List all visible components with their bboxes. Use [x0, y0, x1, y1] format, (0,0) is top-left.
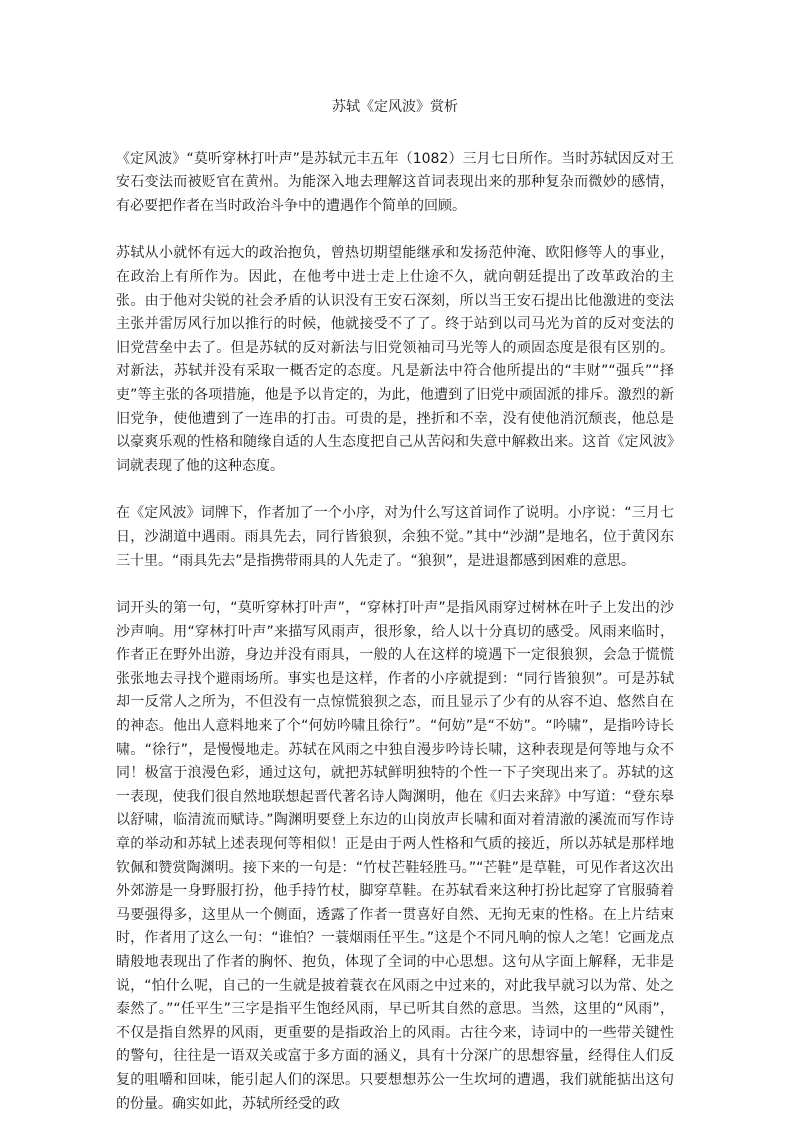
- document-title: 苏轼《定风波》赏析: [332, 99, 458, 115]
- paragraph-4: 词开头的第一句，“莫听穿林打叶声”，“穿林打叶声”是指风雨穿过树林在叶子上发出的沙沙声响。用“穿林打叶声”来描写风雨声，很形象，给人以十分真切的感受。风雨来临时，作者正在野外出游，身边并没有雨具，一般的人在这样的境遇下一定很狼狈，会急于慌慌张张地去寻找个避雨场所。事实也是这样，作者的小序就提到：“同行皆狼狈”。可是苏轼却一反常人之所为，不但没有一点惊慌狼狈之态，而且显示了少有的从容不迫、悠然自在的神态。他出人意料地来了个“何妨吟啸且徐行”。“何妨”是“不妨”。“吟啸”，是指吟诗长啸。“徐行”，是慢慢地走。苏轼在风雨之中独自漫步吟诗长啸，这种表现是何等地与众不同！极富于浪漫色彩，通过这句，就把苏轼鲜明独特的个性一下子突现出来了。苏轼的这一表现，使我们很自然地联想起晋代著名诗人陶渊明，他在《归去来辞》中写道：“登东皋以舒啸，临清流而赋诗。”陶渊明要登上东边的山岗放声长啸和面对着清澈的溪流而写作诗章的举动和苏轼上述表现何等相似！正是由于两人性格和气质的接近，所以苏轼是那样地钦佩和赞赏陶渊明。接下来的一句是：“竹杖芒鞋轻胜马。”“芒鞋”是草鞋，可见作者这次出外郊游是一身野服打扮，他手持竹杖，脚穿草鞋。在苏轼看来这种打扮比起穿了官服骑着马要强得多，这里从一个侧面，透露了作者一贯喜好自然、无拘无束的性格。在上片结束时，作者用了这么一句：“谁怕？一蓑烟雨任平生。”这是个不同凡响的惊人之笔！它画龙点睛般地表现出了作者的胸怀、抱负，体现了全词的中心思想。这句从字面上解释，无非是说，“怕什么呢，自己的一生就是披着蓑衣在风雨之中过来的，对此我早就习以为常、处之泰然了。”“任平生”三字是指平生饱经风雨，早已听其自然的意思。当然，这里的“风雨”，不仅是指自然界的风雨，更重要的是指政治上的风雨。古往今来，诗词中的一些带关键性的警句，往往是一语双关或富于多方面的涵义，具有十分深广的思想容量，经得住人们反复的咀嚼和回味，能引起人们的深思。只要想想苏公一生坎坷的遭遇，我们就能掂出这句的份量。确实如此，苏轼所经受的政: [116, 600, 674, 1112]
- document-body: [116, 96, 674, 1140]
- paragraph-2: 苏轼从小就怀有远大的政治抱负，曾热切期望能继承和发扬范仲淹、欧阳修等人的事业，在政治上有所作为。因此，在他考中进士走上仕途不久，就向朝廷提出了改革政治的主张。由于他对尖锐的社会矛盾的认识没有王安石深刻，所以当王安石提出比他激进的变法主张并雷厉风行加以推行的时候，他就接受不了了。终于站到以司马光为首的反对变法的旧党营垒中去了。但是苏轼的反对新法与旧党领袖司马光等人的顽固态度是很有区别的。对新法，苏轼并没有采取一概否定的态度。凡是新法中符合他所提出的“丰财”“强兵”“择吏”等主张的各项措施，他是予以肯定的，为此，他遭到了旧党中顽固派的排斥。激烈的新旧党争，使他遭到了一连串的打击。可贵的是，挫折和不幸，没有使他消沉颓丧，他总是以豪爽乐观的性格和随缘自适的人生态度把自己从苦闷和失意中解救出来。这首《定风波》词就表现了他的这种态度。: [116, 245, 674, 474]
- paragraph-3: 在《定风波》词牌下，作者加了一个小序，对为什么写这首词作了说明。小序说：“三月七日，沙湖道中遇雨。雨具先去，同行皆狼狈，余独不觉。”其中“沙湖”是地名，位于黄冈东三十里。“雨具先去”是指携带雨具的人先走了。“狼狈”，是进退都感到困难的意思。: [116, 505, 674, 569]
- paragraph-1: 《定风波》“莫听穿林打叶声”是苏轼元丰五年（1082）三月七日所作。当时苏轼因反对王安石变法而被贬官在黄州。为能深入地去理解这首词表现出来的那种复杂而微妙的感情，有必要把作者在当时政治斗争中的遭遇作个简单的回顾。: [116, 150, 674, 214]
